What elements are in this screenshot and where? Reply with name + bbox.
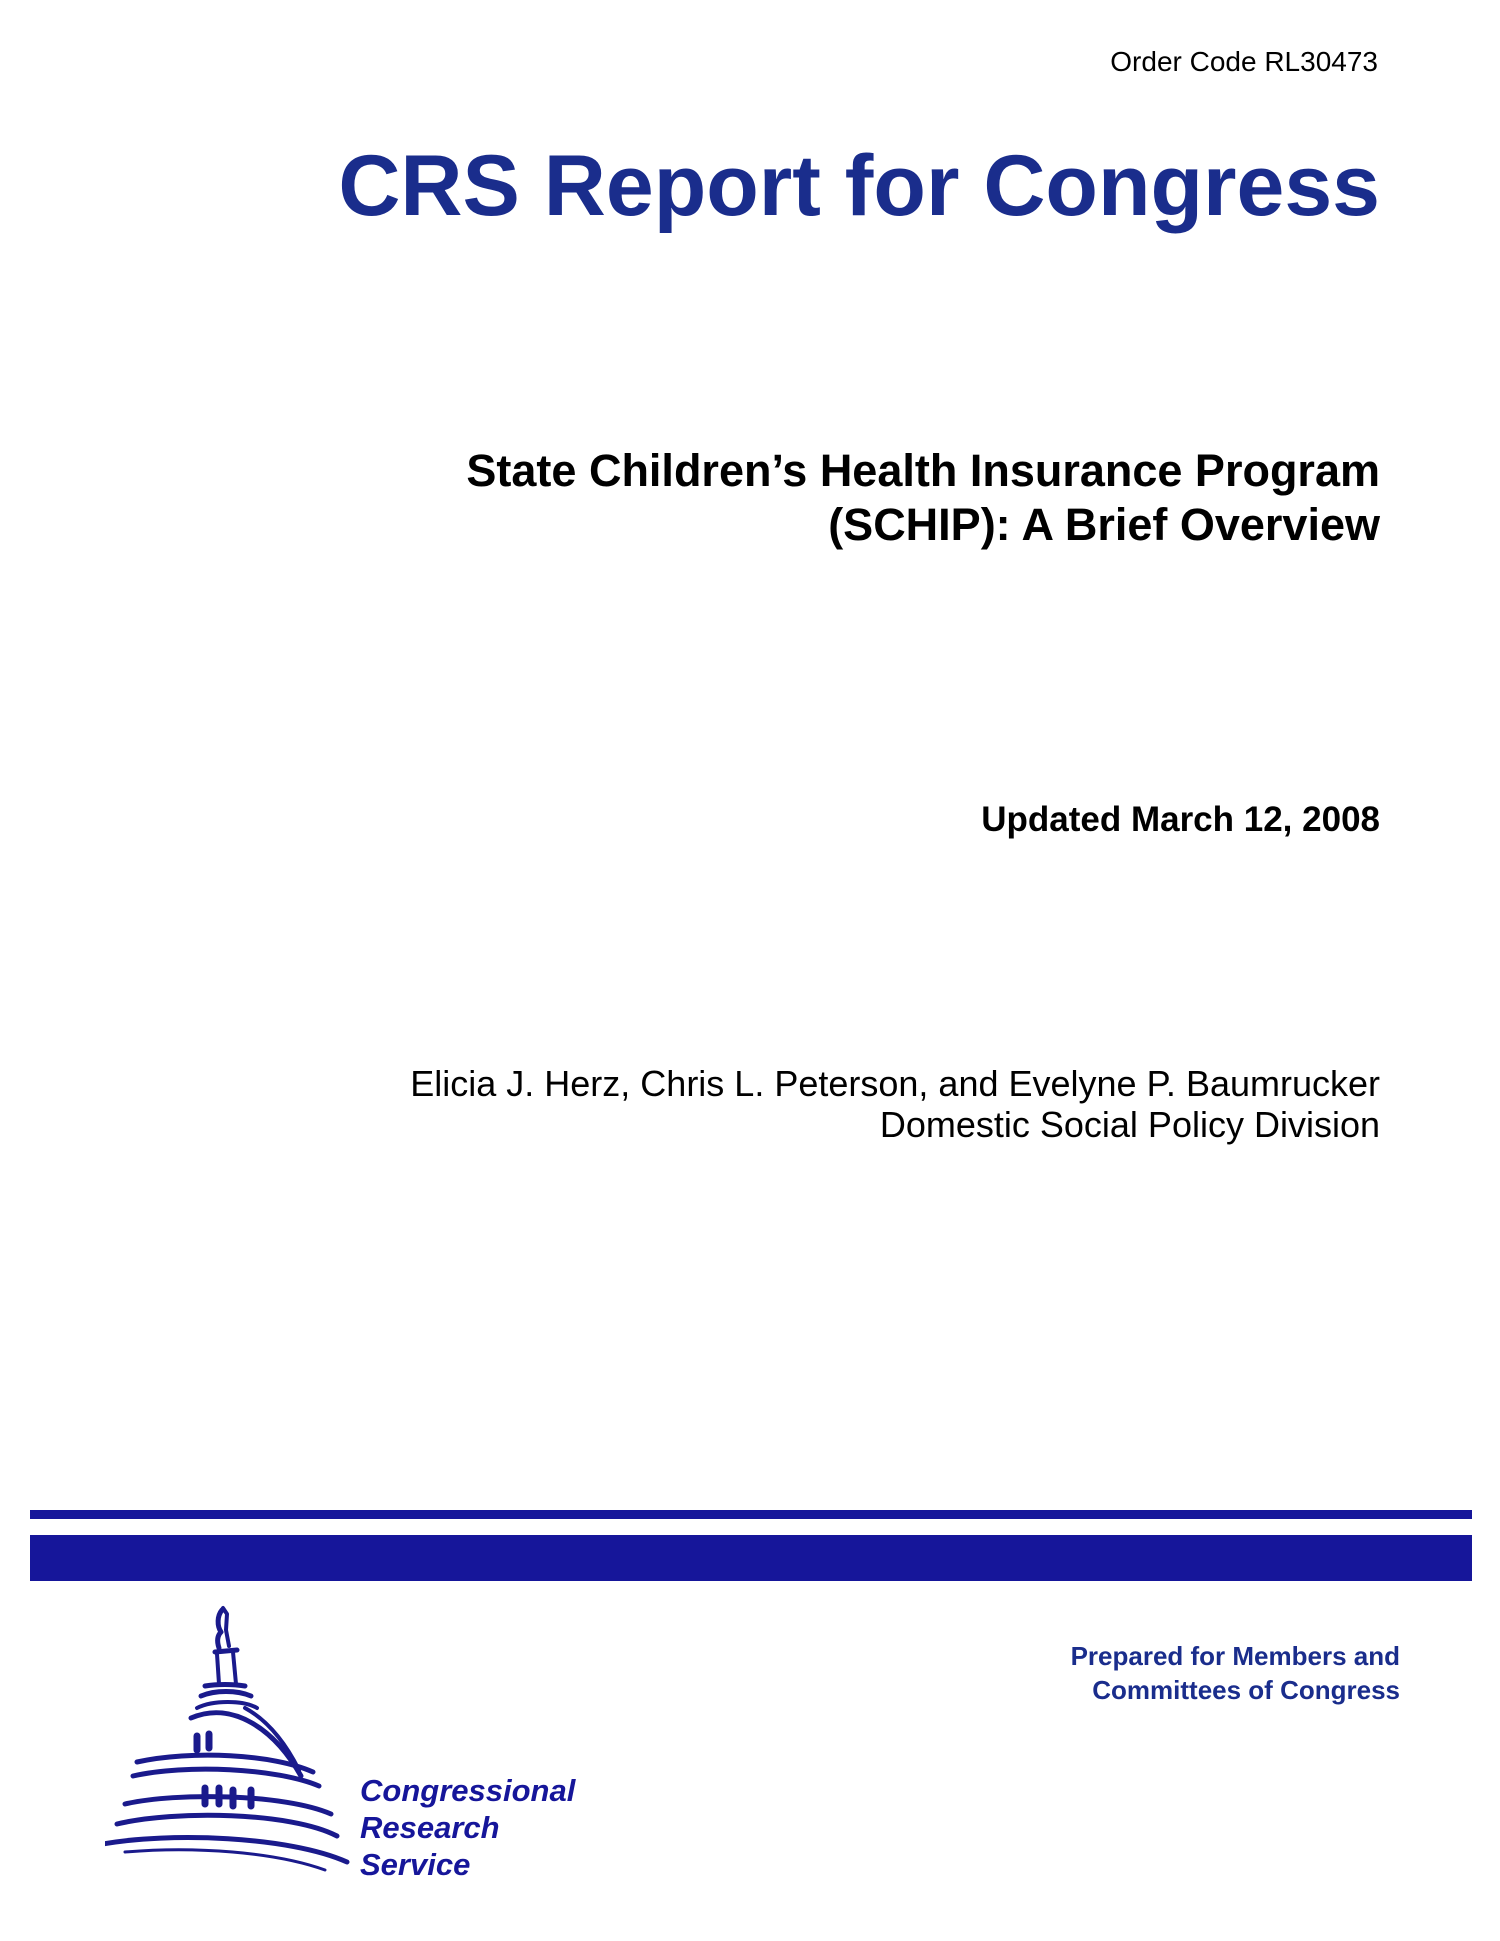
crs-name-line: Congressional [360,1773,576,1808]
prepared-line: Committees of Congress [1092,1675,1400,1705]
crs-name [360,1772,575,1883]
divider-thin [30,1510,1472,1519]
crs-logo [105,1600,625,1900]
order-code: Order Code RL30473 [1110,46,1378,77]
division: Domestic Social Policy Division [879,1104,1380,1145]
report-title [466,444,1380,552]
crs-name-line: Research [360,1810,500,1845]
crs-name-line: Service [360,1847,471,1882]
report-banner: CRS Report for Congress [338,138,1380,234]
capitol-dome-icon [105,1600,365,1900]
authors: Elicia J. Herz, Chris L. Peterson, and Evelyne P. Baumrucker [410,1063,1380,1104]
authors-block [410,1063,1380,1145]
prepared-line: Prepared for Members and [1070,1641,1400,1671]
title-line: State Children’s Health Insurance Program [466,445,1380,496]
title-line: (SCHIP): A Brief Overview [828,499,1380,550]
updated-date: Updated March 12, 2008 [981,800,1380,839]
divider-thick [30,1535,1472,1581]
prepared-for [1071,1639,1400,1707]
